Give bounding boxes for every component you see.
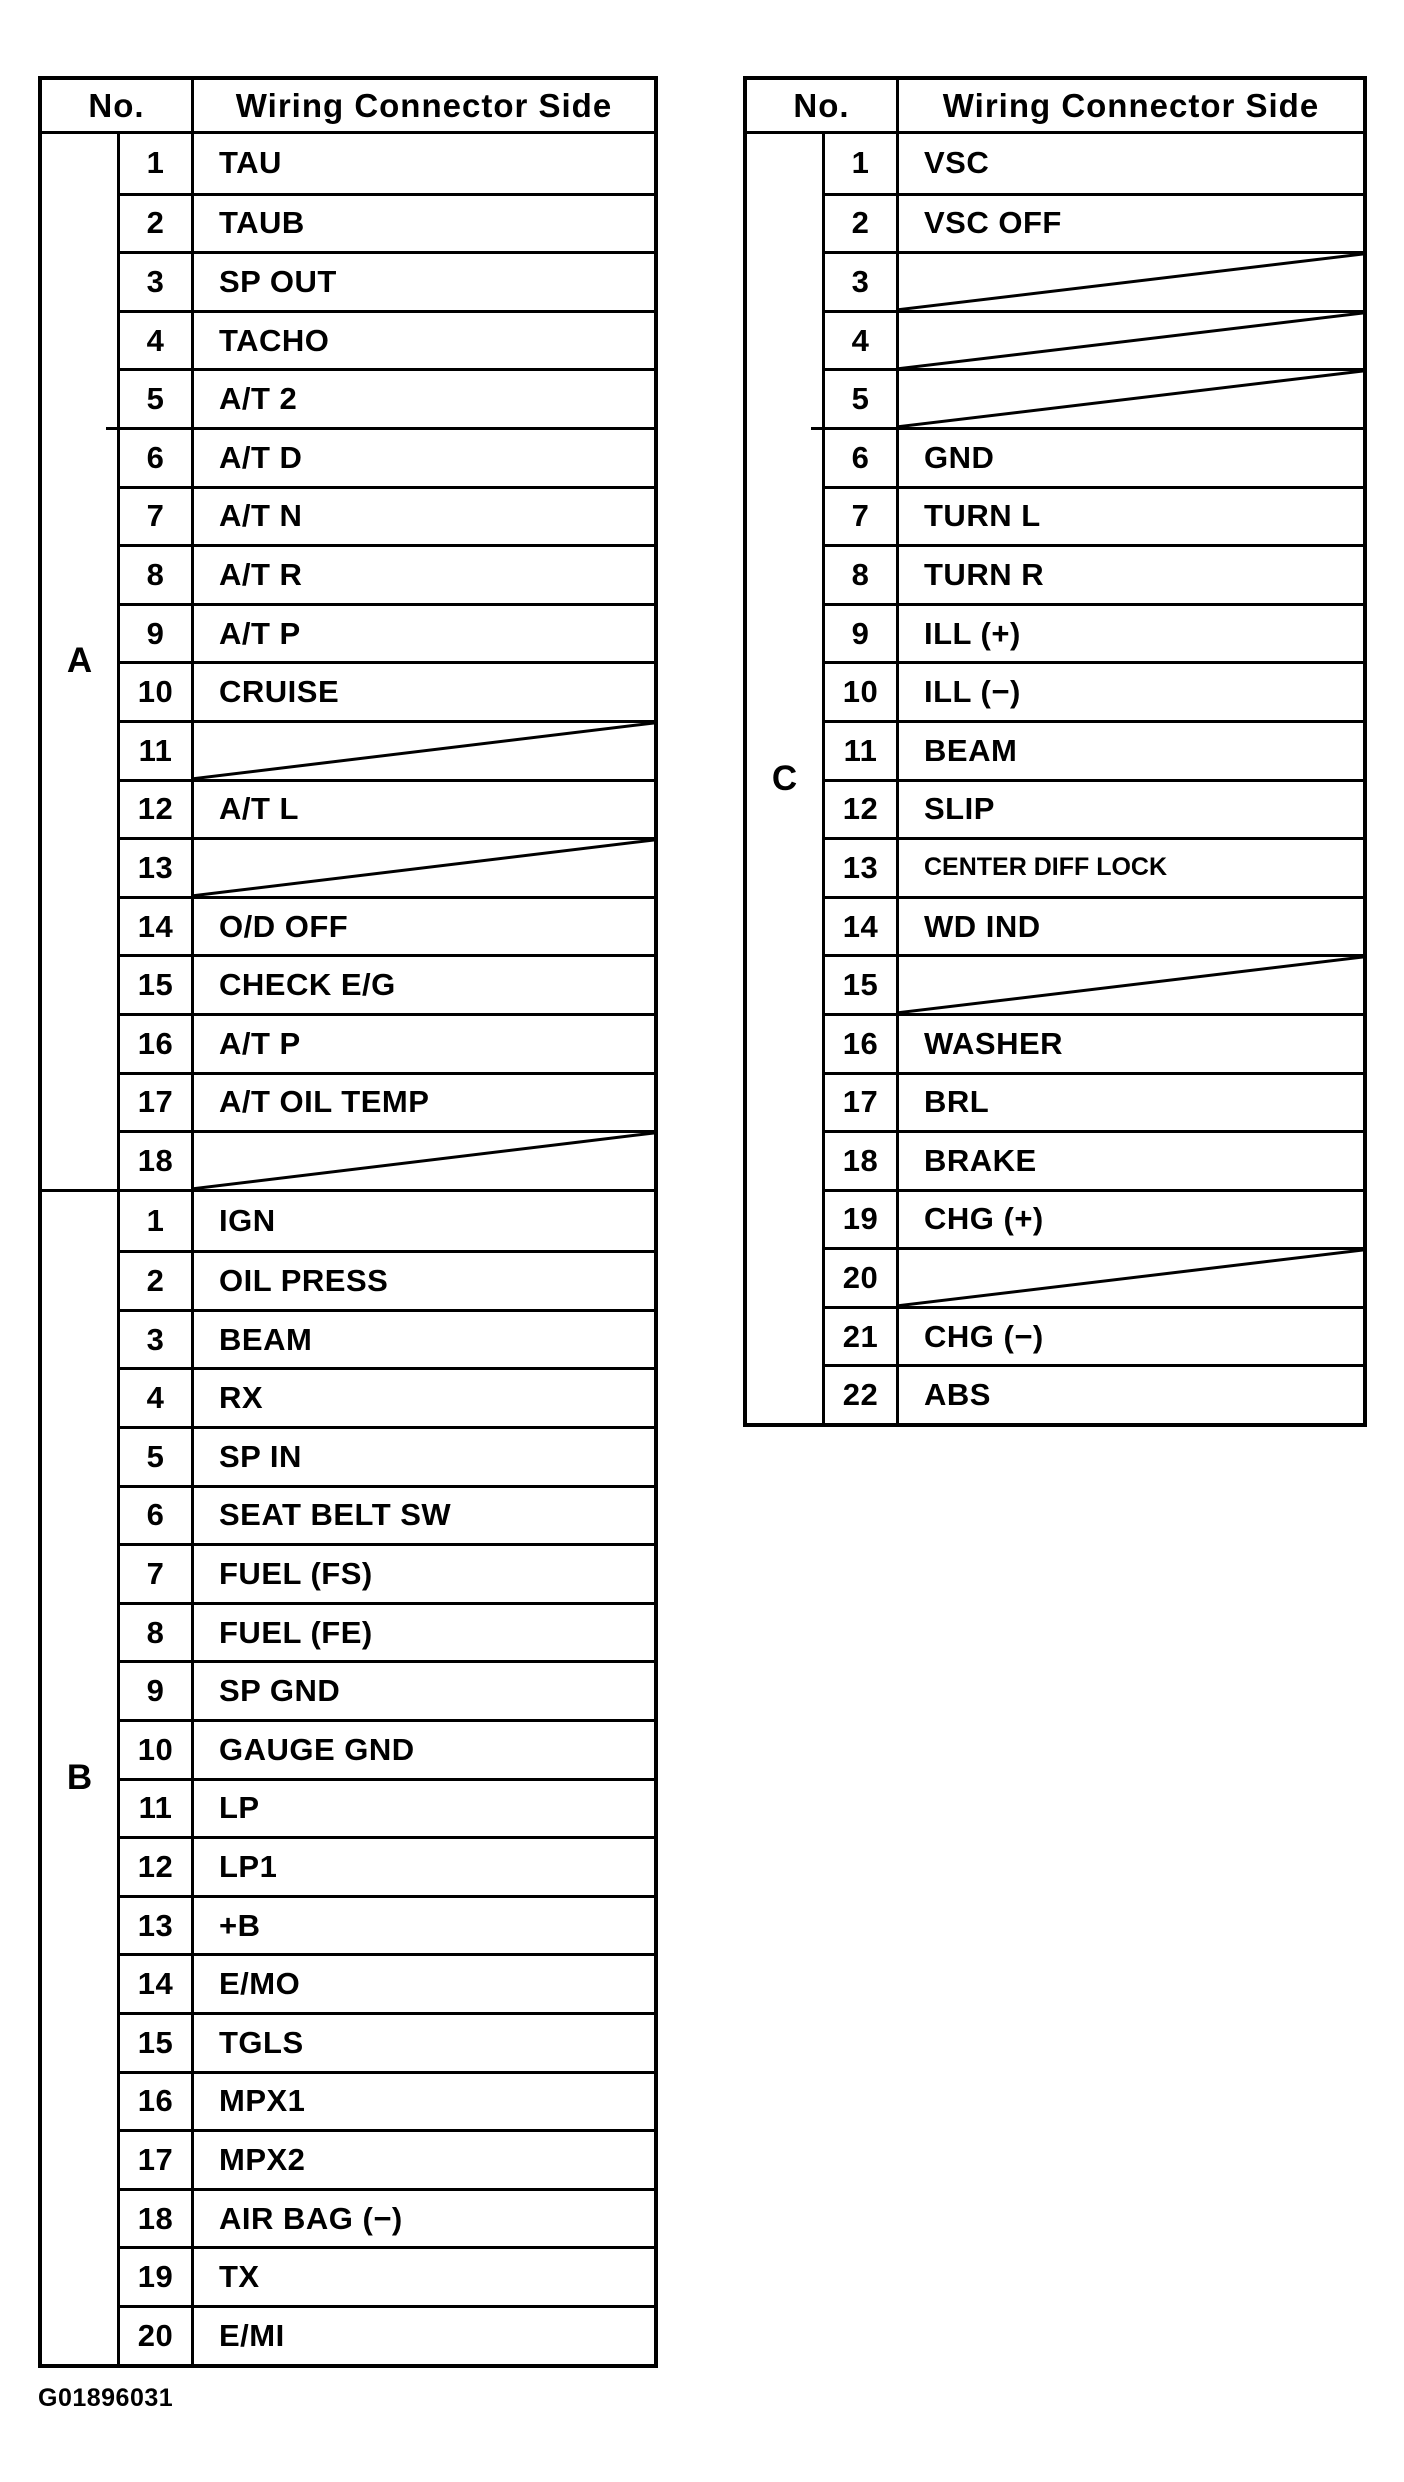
signal-name-cell [899,1309,1363,1365]
pin-number-cell: 9 [825,606,899,662]
pin-number-cell: 14 [120,1956,194,2012]
table-row [120,1426,654,1485]
pin-number-cell: 17 [120,2132,194,2188]
table-row [825,1247,1363,1306]
group-label: B [66,1757,93,1797]
empty-cell-diagonal-line [899,371,1363,427]
table-row [120,427,654,486]
table-row [120,1953,654,2012]
signal-name-cell [194,1722,654,1778]
signal-label: A/T L [219,791,299,827]
signal-label: GAUGE GND [219,1731,415,1767]
table-row [825,1364,1363,1423]
signal-label: VSC OFF [924,205,1062,241]
signal-name-cell [194,1546,654,1602]
table-row [120,2012,654,2071]
table-row [120,134,654,193]
pin-number-cell: 21 [825,1309,899,1365]
pin-number-cell: 20 [825,1250,899,1306]
connector-group [42,134,654,1189]
table-row [825,954,1363,1013]
signal-name-cell [899,1250,1363,1306]
signal-name-cell [194,371,654,427]
signal-label: TAUB [219,205,305,241]
pin-number-cell: 22 [825,1367,899,1423]
pin-number-cell: 3 [120,1312,194,1368]
pin-number-cell: 14 [825,899,899,955]
table-row [825,134,1363,193]
signal-name-cell [194,664,654,720]
group-label: C [771,758,798,798]
signal-name-cell [899,1133,1363,1189]
signal-name-cell [194,1605,654,1661]
connector-group [42,1189,654,2364]
signal-label: CHG (−) [924,1318,1044,1354]
group-label: A [66,641,93,681]
empty-cell-diagonal-line [899,254,1363,310]
table-row [120,2246,654,2305]
pin-number-cell: 18 [120,2191,194,2247]
pin-number-cell: 18 [120,1133,194,1189]
table-row [825,193,1363,252]
pin-number-cell: 7 [825,489,899,545]
signal-label: CENTER DIFF LOCK [924,853,1168,882]
signal-label: SP OUT [219,263,337,299]
signal-name-cell [194,723,654,779]
signal-name-cell [899,723,1363,779]
table-row [825,1130,1363,1189]
signal-name-cell [194,957,654,1013]
table-row [120,837,654,896]
table-row [120,1250,654,1309]
signal-label: TURN R [924,556,1045,592]
pin-number-cell: 15 [120,957,194,1013]
signal-label: SP IN [219,1438,302,1474]
pin-number-cell: 1 [825,134,899,193]
pin-number-cell: 18 [825,1133,899,1189]
signal-name-cell [194,1898,654,1954]
pin-number-cell: 19 [825,1192,899,1248]
signal-name-cell [194,313,654,369]
table-row [120,1836,654,1895]
table-row [120,661,654,720]
signal-label: TAU [219,145,282,181]
table-row [825,837,1363,896]
pin-number-cell: 16 [825,1016,899,1072]
signal-label: A/T OIL TEMP [219,1084,430,1120]
signal-name-cell [194,1075,654,1131]
signal-label: BRAKE [924,1142,1037,1178]
table-row [120,1543,654,1602]
signal-label: TACHO [219,322,330,358]
signal-name-cell [194,899,654,955]
table-row [825,427,1363,486]
signal-label: FUEL (FS) [219,1556,373,1592]
signal-name-cell [899,489,1363,545]
signal-label: LP1 [219,1849,278,1885]
empty-cell-diagonal-line [194,840,654,896]
signal-label: ABS [924,1377,991,1413]
signal-name-cell [194,1133,654,1189]
signal-label: OIL PRESS [219,1263,389,1299]
pin-number-cell: 9 [120,1663,194,1719]
pin-number-cell: 6 [120,430,194,486]
signal-name-cell [899,196,1363,252]
pin-number-cell: 8 [825,547,899,603]
pin-number-cell: 12 [120,782,194,838]
signal-label: ILL (+) [924,615,1021,651]
table-row [120,193,654,252]
pin-number-cell: 1 [120,1192,194,1251]
table-row [120,1602,654,1661]
pin-number-cell: 13 [120,840,194,896]
table-row [825,544,1363,603]
table-row [120,1130,654,1189]
signal-label: SLIP [924,791,995,827]
signal-label: BEAM [924,732,1018,768]
pin-number-cell: 15 [120,2015,194,2071]
signal-name-cell [899,430,1363,486]
pin-number-cell: 6 [120,1488,194,1544]
table-row [825,779,1363,838]
table-header [42,80,654,134]
table-row [825,368,1363,427]
signal-label: E/MI [219,2317,285,2353]
signal-name-cell [194,2191,654,2247]
signal-name-cell [194,1253,654,1309]
pin-number-cell: 2 [120,196,194,252]
table-row [120,1895,654,1954]
signal-label: RX [219,1380,264,1416]
table-row [120,779,654,838]
pin-number-cell: 9 [120,606,194,662]
pin-number-cell: 8 [120,547,194,603]
signal-name-cell [194,2249,654,2305]
signal-label: A/T N [219,498,303,534]
table-row [120,1072,654,1131]
signal-label: AIR BAG (−) [219,2200,403,2236]
connector-group [747,134,1363,1423]
table-row [825,251,1363,310]
signal-name-cell [194,430,654,486]
header-no-cell: No. [747,80,899,131]
empty-cell-diagonal-line [899,1250,1363,1306]
signal-label: TURN L [924,498,1041,534]
signal-name-cell [899,606,1363,662]
signal-name-cell [899,254,1363,310]
empty-cell-diagonal-line [194,1133,654,1189]
pin-number-cell: 19 [120,2249,194,2305]
signal-label: +B [219,1907,261,1943]
table-row [120,310,654,369]
table-row [120,2129,654,2188]
signal-name-cell [194,1839,654,1895]
header-no-cell: No. [42,80,194,131]
signal-label: MPX2 [219,2141,306,2177]
pin-number-cell: 11 [120,1781,194,1837]
signal-label: ILL (−) [924,674,1021,710]
table-row [120,544,654,603]
pin-number-cell: 10 [825,664,899,720]
pin-number-cell: 10 [120,664,194,720]
pin-number-cell: 13 [120,1898,194,1954]
signal-label: IGN [219,1202,276,1238]
signal-name-cell [194,134,654,193]
signal-label: SEAT BELT SW [219,1497,452,1533]
signal-name-cell [194,1016,654,1072]
signal-name-cell [194,489,654,545]
pin-number-cell: 11 [120,723,194,779]
table-row [120,2071,654,2130]
table-row [120,1778,654,1837]
signal-label: O/D OFF [219,908,349,944]
signal-label: CHG (+) [924,1201,1044,1237]
signal-name-cell [194,1429,654,1485]
signal-name-cell [899,664,1363,720]
table-row [120,2305,654,2364]
pin-number-cell: 16 [120,2074,194,2130]
signal-name-cell [899,1075,1363,1131]
table-row [120,1013,654,1072]
signal-name-cell [194,1488,654,1544]
pin-number-cell: 12 [825,782,899,838]
pin-number-cell: 2 [120,1253,194,1309]
signal-label: A/T R [219,556,303,592]
pin-number-cell: 8 [120,1605,194,1661]
pin-number-cell: 12 [120,1839,194,1895]
signal-name-cell [899,1016,1363,1072]
signal-name-cell [194,2074,654,2130]
pin-number-cell: 6 [825,430,899,486]
signal-name-cell [194,840,654,896]
table-row [825,720,1363,779]
signal-name-cell [194,782,654,838]
signal-name-cell [899,782,1363,838]
connector-table-ab [38,76,658,2368]
table-row [825,603,1363,662]
table-row [120,954,654,1013]
empty-cell-diagonal-line [194,723,654,779]
signal-label: CHECK E/G [219,967,396,1003]
empty-cell-diagonal-line [899,957,1363,1013]
signal-label: BRL [924,1084,990,1120]
pin-number-cell: 17 [825,1075,899,1131]
signal-name-cell [194,1192,654,1251]
table-row [825,1306,1363,1365]
pin-number-cell: 2 [825,196,899,252]
table-header [747,80,1363,134]
signal-label: A/T D [219,439,303,475]
table-row [120,251,654,310]
signal-label: GND [924,439,995,475]
table-row [825,1189,1363,1248]
pin-number-cell: 4 [120,1370,194,1426]
table-row [120,1485,654,1544]
pin-number-cell: 17 [120,1075,194,1131]
signal-name-cell [899,1192,1363,1248]
signal-label: LP [219,1790,260,1826]
figure-id-caption: G01896031 [38,2384,174,2412]
signal-label: SP GND [219,1673,341,1709]
signal-name-cell [899,840,1363,896]
signal-name-cell [899,313,1363,369]
signal-name-cell [194,2132,654,2188]
table-row [120,896,654,955]
signal-name-cell [899,1367,1363,1423]
signal-name-cell [194,1956,654,2012]
signal-label: TX [219,2259,260,2295]
table-row [120,1192,654,1251]
pin-number-cell: 20 [120,2308,194,2364]
signal-name-cell [194,254,654,310]
signal-name-cell [194,196,654,252]
pin-number-cell: 7 [120,489,194,545]
signal-label: FUEL (FE) [219,1614,373,1650]
signal-label: TGLS [219,2024,304,2060]
header-wiring-connector-side-cell: Wiring Connector Side [942,86,1320,124]
table-row [120,720,654,779]
signal-label: MPX1 [219,2083,306,2119]
pin-number-cell: 3 [825,254,899,310]
empty-cell-diagonal-line [899,313,1363,369]
pin-number-cell: 10 [120,1722,194,1778]
table-row [825,310,1363,369]
pin-number-cell: 5 [120,1429,194,1485]
pin-number-cell: 1 [120,134,194,193]
pin-number-cell: 13 [825,840,899,896]
signal-name-cell [899,547,1363,603]
pin-number-cell: 16 [120,1016,194,1072]
signal-label: BEAM [219,1321,313,1357]
signal-name-cell [899,899,1363,955]
table-row [120,1367,654,1426]
pin-number-cell: 14 [120,899,194,955]
signal-name-cell [899,134,1363,193]
signal-name-cell [194,606,654,662]
pin-number-cell: 7 [120,1546,194,1602]
connector-table-c [743,76,1367,1427]
pin-number-cell: 4 [825,313,899,369]
pin-number-cell: 15 [825,957,899,1013]
signal-name-cell [899,957,1363,1013]
pin-number-cell: 5 [825,371,899,427]
table-row [825,1013,1363,1072]
signal-name-cell [194,1312,654,1368]
signal-label: A/T P [219,615,301,651]
table-body [747,134,1363,1423]
table-row [825,1072,1363,1131]
signal-name-cell [899,371,1363,427]
table-row [120,1309,654,1368]
signal-label: WASHER [924,1025,1064,1061]
signal-name-cell [194,1370,654,1426]
header-wiring-connector-side-cell: Wiring Connector Side [235,86,613,124]
table-row [120,2188,654,2247]
pin-number-cell: 5 [120,371,194,427]
signal-label: CRUISE [219,674,340,710]
signal-label: A/T 2 [219,381,298,417]
table-row [825,896,1363,955]
table-row [120,603,654,662]
pin-number-cell: 4 [120,313,194,369]
signal-name-cell [194,2308,654,2364]
table-row [120,486,654,545]
signal-name-cell [194,1663,654,1719]
signal-name-cell [194,2015,654,2071]
table-row [120,1660,654,1719]
signal-label: A/T P [219,1025,301,1061]
table-row [825,661,1363,720]
signal-name-cell [194,1781,654,1837]
table-row [120,368,654,427]
pin-number-cell: 11 [825,723,899,779]
signal-label: VSC [924,145,990,181]
signal-name-cell [194,547,654,603]
table-row [120,1719,654,1778]
table-body [42,134,654,2364]
pin-number-cell: 3 [120,254,194,310]
table-row [825,486,1363,545]
signal-label: WD IND [924,908,1041,944]
signal-label: E/MO [219,1966,301,2002]
